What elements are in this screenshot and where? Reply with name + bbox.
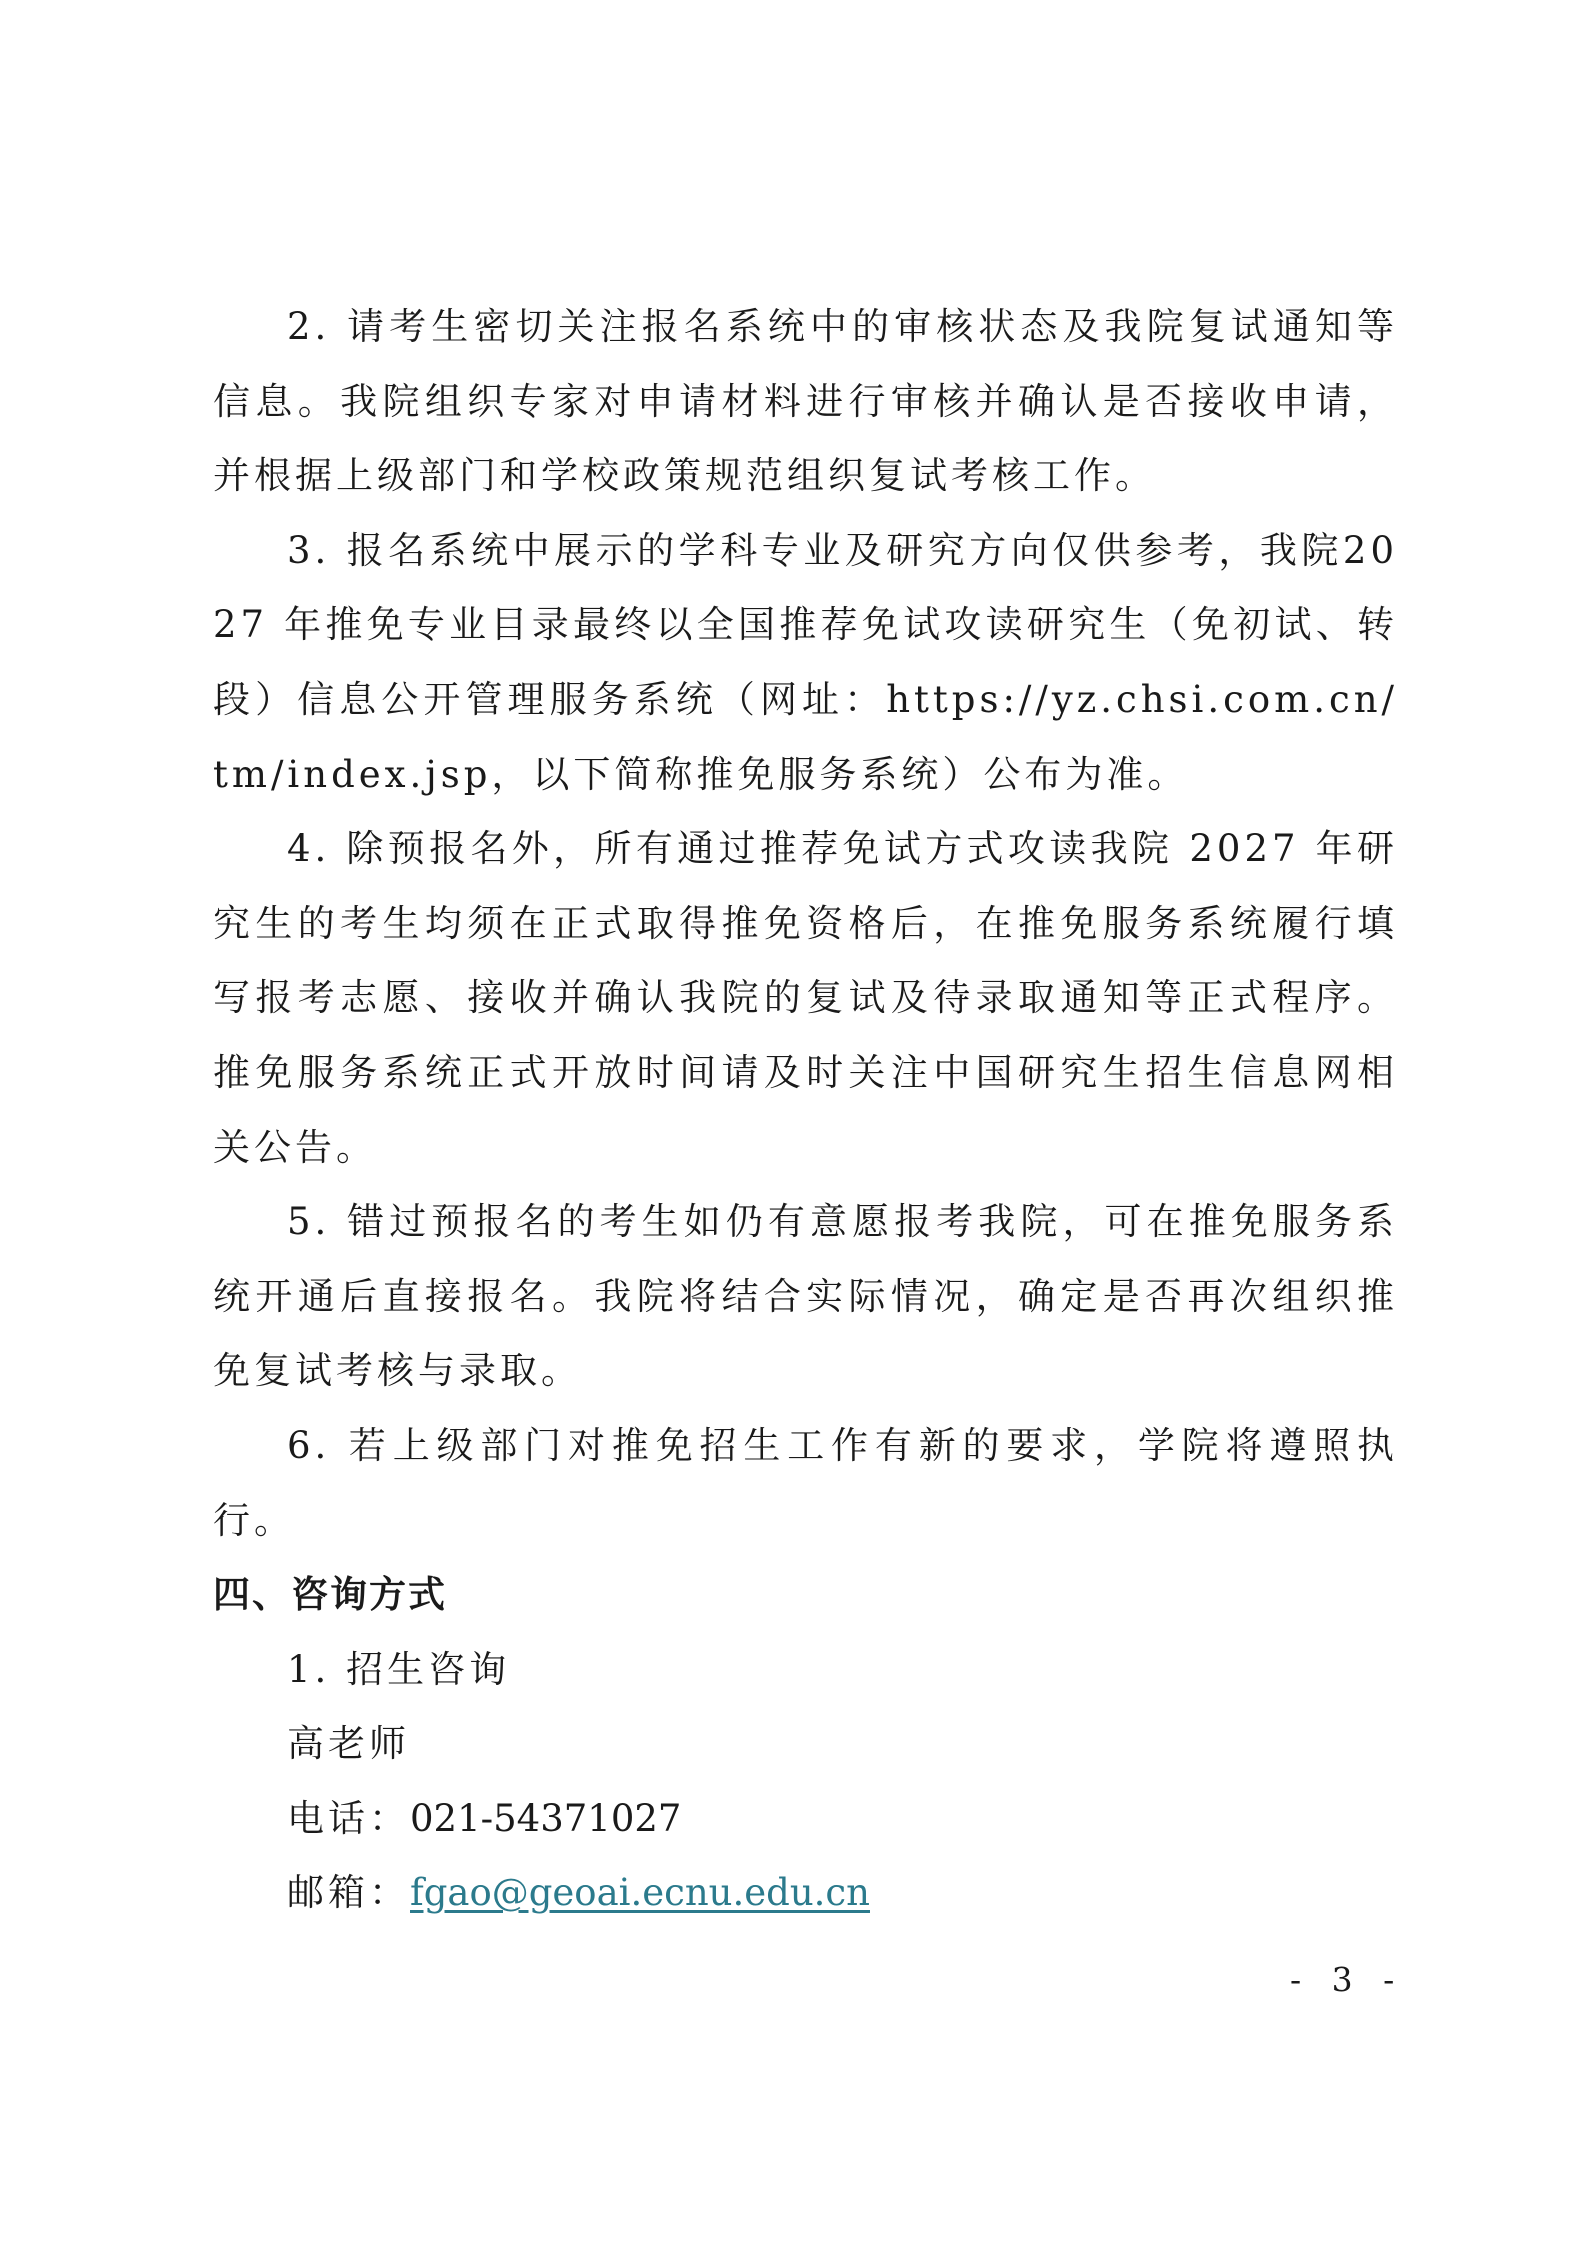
page-number: - 3 - (1290, 1960, 1405, 1999)
paragraph-item-3: 3. 报名系统中展示的学科专业及研究方向仅供参考，我院2027 年推免专业目录最终以全国推荐免试攻读研究生（免初试、转段）信息公开管理服务系统（网址：https://yz.chsi.com.cn/tm/index.jsp，以下简称推免服务系统）公布为准。 (213, 528, 1398, 796)
paragraph-item-6: 6. 若上级部门对推免招生工作有新的要求，学院将遵照执行。 (213, 1423, 1398, 1542)
phone-label: 电话： (287, 1796, 410, 1840)
contact-item-title: 1. 招生咨询 (287, 1647, 511, 1691)
contact-teacher: 高老师 (287, 1722, 410, 1766)
section-heading: 四、咨询方式 (213, 1573, 447, 1617)
page-content (213, 290, 1398, 1931)
paragraph-item-4: 4. 除预报名外，所有通过推荐免试方式攻读我院 2027 年研究生的考生均须在正式取得推免资格后，在推免服务系统履行填写报考志愿、接收并确认我院的复试及待录取通知等正式程序。推免服务系统正式开放时间请及时关注中国研究生招生信息网相关公告。 (213, 827, 1398, 1169)
contact-email-line (213, 1856, 1398, 1931)
contact-phone-line (213, 1782, 1398, 1857)
phone-number: 021-54371027 (410, 1796, 682, 1840)
paragraph-item-5: 5. 错过预报名的考生如仍有意愿报考我院，可在推免服务系统开通后直接报名。我院将结合实际情况，确定是否再次组织推免复试考核与录取。 (213, 1200, 1398, 1393)
email-label: 邮箱： (287, 1871, 410, 1915)
email-link[interactable]: fgao@geoai.ecnu.edu.cn (410, 1871, 870, 1915)
paragraph-item-2: 2. 请考生密切关注报名系统中的审核状态及我院复试通知等信息。我院组织专家对申请材料进行审核并确认是否接收申请，并根据上级部门和学校政策规范组织复试考核工作。 (213, 305, 1398, 498)
